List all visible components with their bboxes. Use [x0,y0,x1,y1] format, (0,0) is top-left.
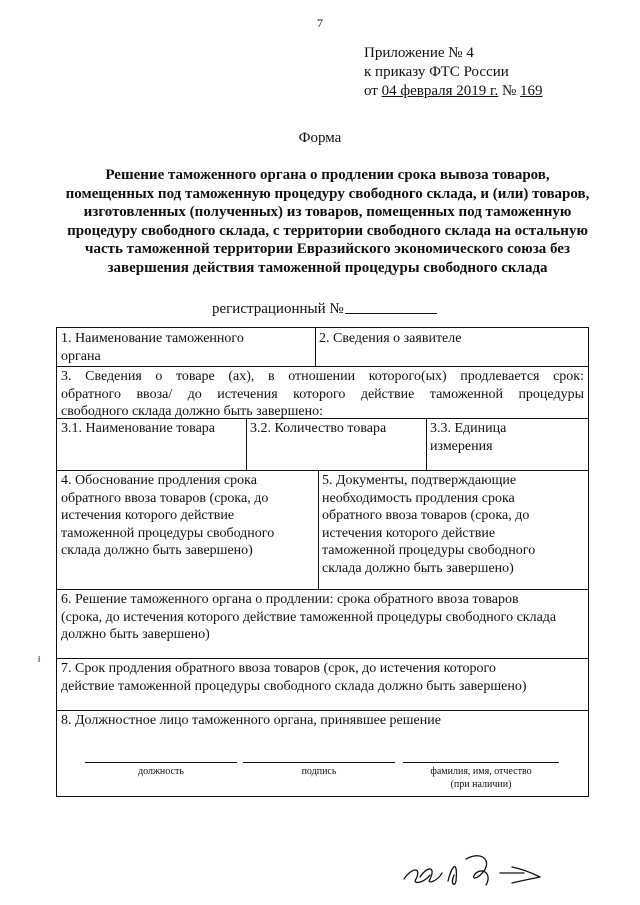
field-2-applicant: 2. Сведения о заявителе [319,331,462,346]
field-8-official: 8. Должностное лицо таможенного органа, принявшее решение [61,713,441,728]
field-3-2-goods-quantity: 3.2. Количество товара [250,421,387,436]
fullname-caption [403,765,559,791]
field-6-line: должно быть завершено) [61,627,210,642]
field-5-line: 5. Документы, подтверждающие [322,473,517,488]
field-7-line: 7. Срок продления обратного ввоза товаров (срок, до истечения которого [61,661,496,676]
handwritten-signature [400,845,550,890]
appendix-line-2: к приказу ФТС России [364,64,509,80]
field-5-line: истечения которого действие [322,525,496,541]
registration-label: регистрационный № [212,301,344,317]
field-4-line: склада должно быть завершено) [61,543,253,558]
field-4-line: таможенной процедуры свободного [61,525,275,541]
field-5-line: таможенной процедуры свободного [322,543,536,558]
field-7-line: действие таможенной процедуры свободного склада должно быть завершено) [61,678,527,694]
field-3-line: обратного ввоза/ до истечения которого действие таможенной процедуры [61,386,584,402]
appendix-prefix: от [364,83,382,99]
fullname-signature-line [403,762,559,763]
appendix-block [364,44,543,101]
field-6-line: (срока, до истечения которого действие таможенной процедуры свободного склада [61,609,557,625]
signature-caption: подпись [301,766,337,777]
decision-form-table [56,327,589,797]
field-4-line: 4. Обоснование продления срока [61,473,257,488]
margin-mark: ł [38,655,41,664]
field-4-justification [57,470,318,562]
field-5-documents [318,470,588,579]
field-1-line: органа [61,348,101,364]
fullname-caption-line: фамилия, имя, отчество [430,766,532,777]
fullname-caption-line: (при наличии) [450,779,512,790]
page-number: 7 [317,16,323,30]
field-5-line: склада должно быть завершено) [322,560,514,576]
field-4-line: истечения которого действие [61,508,235,523]
field-6-decision [57,589,588,646]
field-4-line: обратного ввоза товаров (срока, до [61,490,269,506]
order-number: 169 [520,83,543,99]
field-5-line: необходимость продления срока [322,490,515,506]
field-6-line: 6. Решение таможенного органа о продлении: срока обратного ввоза товаров [61,592,519,607]
field-3-3-line: 3.3. Единица [430,421,507,436]
registration-number-line [212,301,437,318]
signature-line [243,762,395,763]
field-1-customs-authority [57,328,315,367]
appendix-number-sign: № [498,83,521,99]
field-5-line: обратного ввоза товаров (срока, до [322,508,530,523]
field-3-goods-info [57,366,588,423]
field-1-line: 1. Наименование таможенного [61,331,244,346]
position-caption: должность [138,766,184,777]
field-7-extension-period [57,658,588,697]
position-signature-line [85,762,237,763]
field-3-1-goods-name: 3.1. Наименование товара [61,421,216,436]
form-label: Форма [298,130,342,146]
field-3-3-line: измерения [430,438,493,454]
appendix-line-3 [364,82,543,101]
field-3-line: 3. Сведения о товаре (ах), в отношении которого(ых) продлевается срок: [61,369,584,384]
order-date: 04 февраля 2019 г. [381,83,499,99]
appendix-line-1: Приложение № 4 [364,45,474,61]
document-title: Решение таможенного органа о продлении срока вывоза товаров, помещенных под таможенную процедуру свободного склада, и (или) товаров, изготовленных (полученных) из товаров, помещенных под таможенную процедуру свободного склада, с территории свободного склада на остальную часть таможенной территории Евразийского экономического союза без завершения действия таможенной процедуры свободного склада [65,167,590,276]
registration-number-blank [345,313,437,314]
field-3-line: свободного склада должно быть завершено: [61,404,323,419]
field-3-3-unit [426,418,588,457]
